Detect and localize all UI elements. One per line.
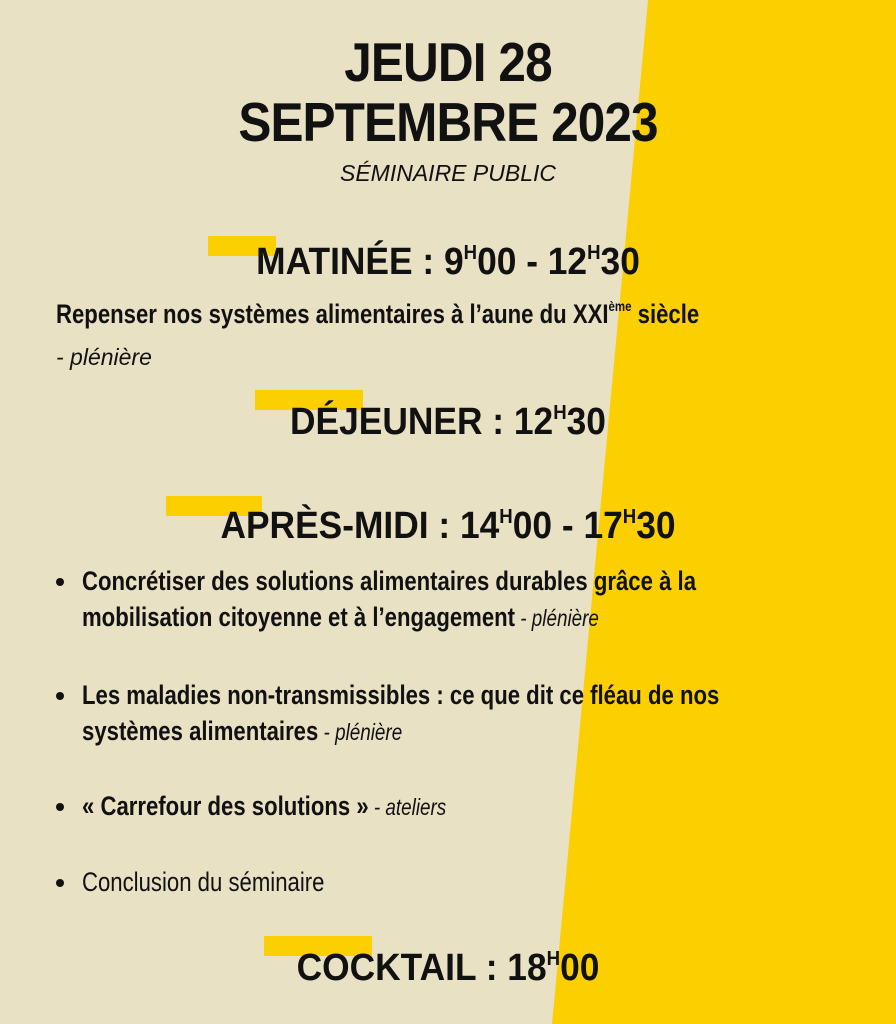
list-item: Conclusion du séminaire <box>56 864 856 900</box>
cocktail-heading: COCKTAIL : $18^H00$ <box>296 947 600 989</box>
seminar-subtitle: SÉMINAIRE PUBLIC <box>340 160 556 186</box>
afternoon-heading: APRÈS-MIDI : $14^H00 - 17^H30$ <box>220 505 676 547</box>
list-item: Les maladies non-transmissibles : ce que dit ce fléau de nos systèmes alimentaires - plénière <box>56 677 856 751</box>
bullet-icon <box>56 578 64 586</box>
list-item: Concrétiser des solutions alimentaires durables grâce à la mobilisation citoyenne et à l’engagement - plénière <box>56 563 856 637</box>
morning-session: Repenser nos systèmes alimentaires à l’aune du XXIème siècle <box>56 298 700 329</box>
bullet-icon <box>56 803 64 811</box>
bullet-icon <box>56 879 64 887</box>
date-line-1: JEUDI 28 <box>344 31 552 93</box>
list-item: « Carrefour des solutions » - ateliers <box>56 788 856 824</box>
morning-heading: MATINÉE : $9^H00 - 12^H30$ <box>256 241 640 283</box>
date-line-2: SEPTEMBRE 2023 <box>238 91 658 153</box>
morning-session-type: - plénière <box>56 344 152 370</box>
bullet-icon <box>56 692 64 700</box>
lunch-heading: DÉJEUNER : $12^H30$ <box>290 401 606 443</box>
